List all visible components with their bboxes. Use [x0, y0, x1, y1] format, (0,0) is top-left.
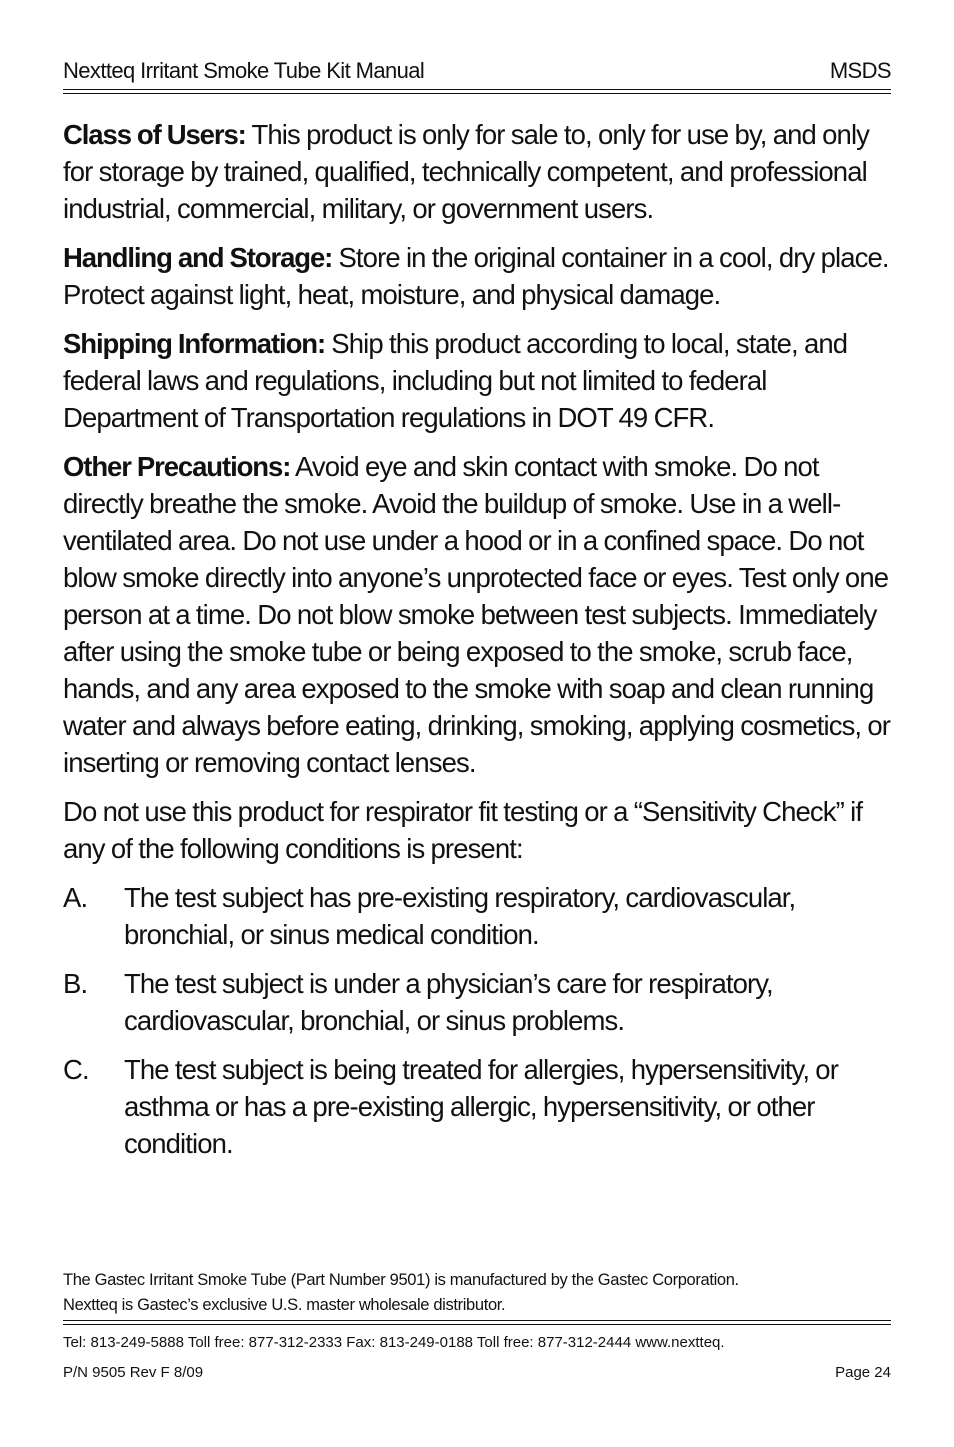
paragraph-text: Avoid eye and skin contact with smoke. Do not directly breathe the smoke. Avoid the buildup of smoke. Use in a well-ventilated area. Do not use under a hood or in a confined space. Do not blow smoke directly into anyone’s unprotected face or eyes. Test only one person at a time. Do not blow smoke between test subjects. Immediately after using the smoke tube or being exposed to the smoke, scrub face, hands, and any area exposed to the smoke with soap and clean running water and always before eating, drinking, smoking, applying cosmetics, or inserting or removing contact lenses. — [63, 451, 891, 778]
conditions-intro: Do not use this product for respirator fit testing or a “Sensitivity Check” if any of the following conditions is present: — [63, 796, 863, 864]
list-text: The test subject is being treated for allergies, hypersensitivity, or asthma or has a pre-existing allergic, hypersensitivity, or other condition. — [124, 1054, 838, 1159]
paragraph-text: Ship this product according to local, state, and federal laws and regulations, including but not limited to federal Department of Transportation regulations in DOT 49 CFR. — [63, 328, 848, 433]
condition-item-b — [63, 965, 891, 1039]
condition-item-a — [63, 879, 891, 953]
paragraph-label: Handling and Storage: — [63, 242, 333, 273]
header-rule — [63, 89, 891, 94]
page-header — [63, 58, 891, 92]
list-text: The test subject has pre-existing respiratory, cardiovascular, bronchial, or sinus medical condition. — [124, 882, 796, 950]
paragraph-label: Other Precautions: — [63, 451, 291, 482]
paragraph-label: Class of Users: — [63, 119, 246, 150]
contact-line: Tel: 813-249-5888 Toll free: 877-312-2333 Fax: 813-249-0188 Toll free: 877-312-2444 www.nextteq. — [63, 1334, 725, 1351]
page-number: Page 24 — [835, 1364, 891, 1381]
paragraph-class-of-users — [63, 116, 891, 227]
footnote-line-1: The Gastec Irritant Smoke Tube (Part Number 9501) is manufactured by the Gastec Corporation. — [63, 1271, 739, 1289]
manual-title: Nextteq Irritant Smoke Tube Kit Manual — [63, 58, 425, 83]
list-letter: B. — [63, 968, 88, 999]
footnote-line-2: Nextteq is Gastec’s exclusive U.S. master wholesale distributor. — [63, 1296, 506, 1314]
part-number: P/N 9505 Rev F 8/09 — [63, 1364, 204, 1381]
section-label: MSDS — [829, 58, 891, 83]
manual-page — [63, 0, 891, 1447]
paragraph-text: Store in the original container in a cool, dry place. Protect against light, heat, moisture, and physical damage. — [63, 242, 889, 310]
paragraph-label: Shipping Information: — [63, 328, 326, 359]
body-text — [63, 116, 891, 1174]
list-text: The test subject is under a physician’s care for respiratory, cardiovascular, bronchial, or sinus problems. — [124, 968, 773, 1036]
paragraph-other-precautions — [63, 448, 891, 781]
paragraph-text: This product is only for sale to, only for use by, and only for storage by trained, qualified, technically competent, and professional industrial, commercial, military, or government users. — [63, 119, 870, 224]
condition-item-c — [63, 1051, 891, 1162]
distributor-footnote — [63, 1268, 891, 1318]
list-letter: C. — [63, 1054, 89, 1085]
paragraph-handling-storage — [63, 239, 891, 313]
list-letter: A. — [63, 882, 88, 913]
paragraph-shipping-information — [63, 325, 891, 436]
footer-rule — [63, 1320, 891, 1325]
